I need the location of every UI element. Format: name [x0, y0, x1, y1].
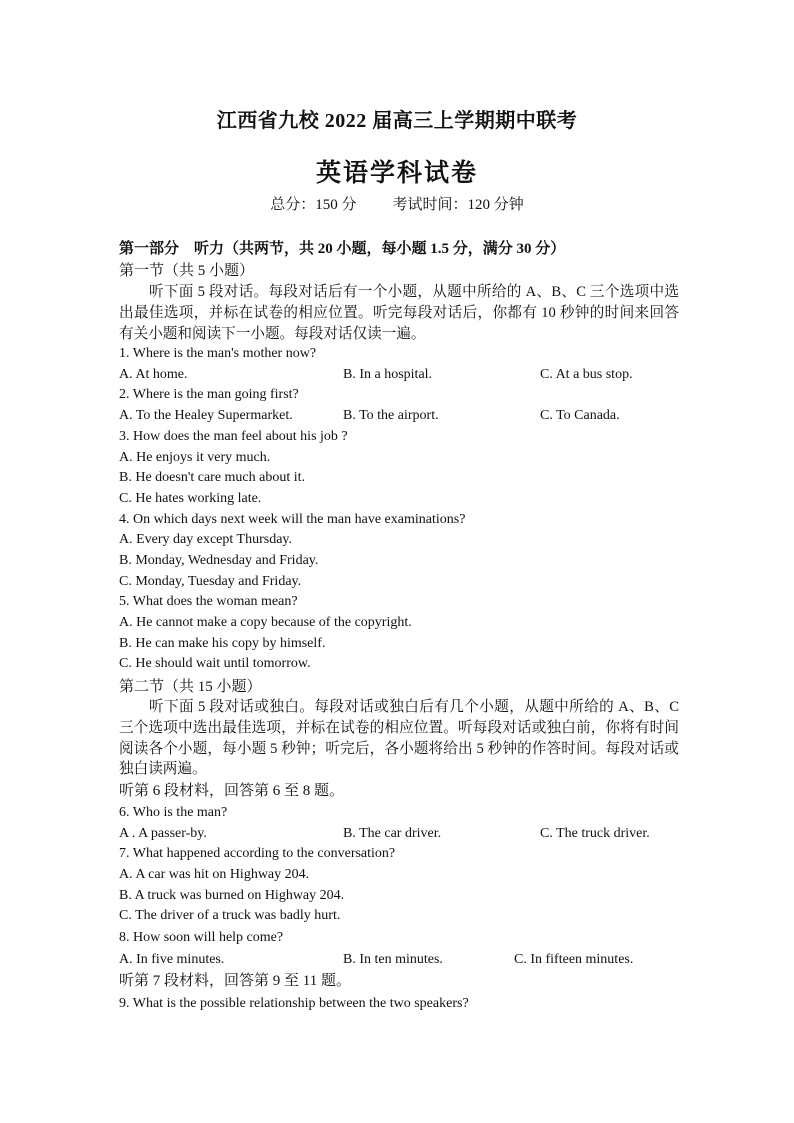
- question-5-option-b: B. He can make his copy by himself.: [119, 636, 326, 651]
- subject-title: 英语学科试卷: [315, 160, 478, 187]
- material-6-instruction: 听第 6 段材料，回答第 6 至 8 题。: [119, 783, 345, 799]
- question-4-stem: 4. On which days next week will the man have examinations?: [119, 512, 466, 527]
- exam-title: 江西省九校 2022 届高三上学期期中联考: [216, 110, 578, 132]
- question-9-stem: 9. What is the possible relationship between the two speakers?: [119, 996, 469, 1011]
- question-7-option-b: B. A truck was burned on Highway 204.: [119, 888, 345, 903]
- question-7-option-a: A. A car was hit on Highway 204.: [119, 867, 310, 882]
- question-3-option-c: C. He hates working late.: [119, 491, 262, 506]
- question-4-option-b: B. Monday, Wednesday and Friday.: [119, 553, 319, 568]
- question-2-option-b: B. To the airport.: [343, 408, 439, 423]
- question-1-stem: 1. Where is the man's mother now?: [119, 346, 317, 361]
- section2-instructions: 听下面 5 段对话或独白。每段对话或独白后有几个小题，从题中所给的 A、B、C 三个选项中选出最佳选项，并标在试卷的相应位置。听每段对话或独白前，你将有时间阅读各个小题，每小题 5 秒钟；听完后，各小题将给出 5 秒钟的作答时间。每段对话或独白读两遍。: [119, 699, 679, 778]
- question-4-option-c: C. Monday, Tuesday and Friday.: [119, 574, 302, 589]
- question-8-option-a: A. In five minutes.: [119, 952, 225, 967]
- question-6-option-b: B. The car driver.: [343, 826, 442, 841]
- question-8-option-c: C. In fifteen minutes.: [514, 952, 634, 967]
- question-7-option-c: C. The driver of a truck was badly hurt.: [119, 908, 341, 923]
- question-8-option-b: B. In ten minutes.: [343, 952, 443, 967]
- question-2-option-c: C. To Canada.: [540, 408, 620, 423]
- question-3-option-a: A. He enjoys it very much.: [119, 450, 271, 465]
- question-2-option-a: A. To the Healey Supermarket.: [119, 408, 293, 423]
- question-1-option-c: C. At a bus stop.: [540, 367, 633, 382]
- question-6-option-c: C. The truck driver.: [540, 826, 650, 841]
- question-6-stem: 6. Who is the man?: [119, 805, 228, 820]
- question-6-option-a: A . A passer-by.: [119, 826, 207, 841]
- score-time-line: [0, 193, 794, 214]
- question-7-stem: 7. What happened according to the conversation?: [119, 846, 396, 861]
- question-2-stem: 2. Where is the man going first?: [119, 387, 299, 402]
- question-5-option-a: A. He cannot make a copy because of the copyright.: [119, 615, 412, 630]
- total-score: 总分：150 分: [270, 197, 357, 213]
- material-7-instruction: 听第 7 段材料，回答第 9 至 11 题。: [119, 973, 351, 989]
- question-8-stem: 8. How soon will help come?: [119, 930, 284, 945]
- question-4-option-a: A. Every day except Thursday.: [119, 532, 292, 547]
- question-1-option-b: B. In a hospital.: [343, 367, 433, 382]
- question-1-option-a: A. At home.: [119, 367, 188, 382]
- exam-time: 考试时间：120 分钟: [392, 197, 524, 213]
- section1-instructions: 听下面 5 段对话。每段对话后有一个小题，从题中所给的 A、B、C 三个选项中选出最佳选项，并标在试卷的相应位置。听完每段对话后，你都有 10 秒钟的时间来回答有关小题和阅读下一小题。每段对话仅读一遍。: [119, 284, 679, 342]
- question-3-stem: 3. How does the man feel about his job ?: [119, 429, 348, 444]
- part1-heading: 第一部分 听力（共两节，共 20 小题，每小题 1.5 分，满分 30 分）: [119, 241, 566, 257]
- question-3-option-b: B. He doesn't care much about it.: [119, 470, 306, 485]
- section2-heading: 第二节（共 15 小题）: [119, 679, 262, 695]
- question-5-option-c: C. He should wait until tomorrow.: [119, 656, 311, 671]
- question-5-stem: 5. What does the woman mean?: [119, 594, 298, 609]
- section1-heading: 第一节（共 5 小题）: [119, 263, 255, 279]
